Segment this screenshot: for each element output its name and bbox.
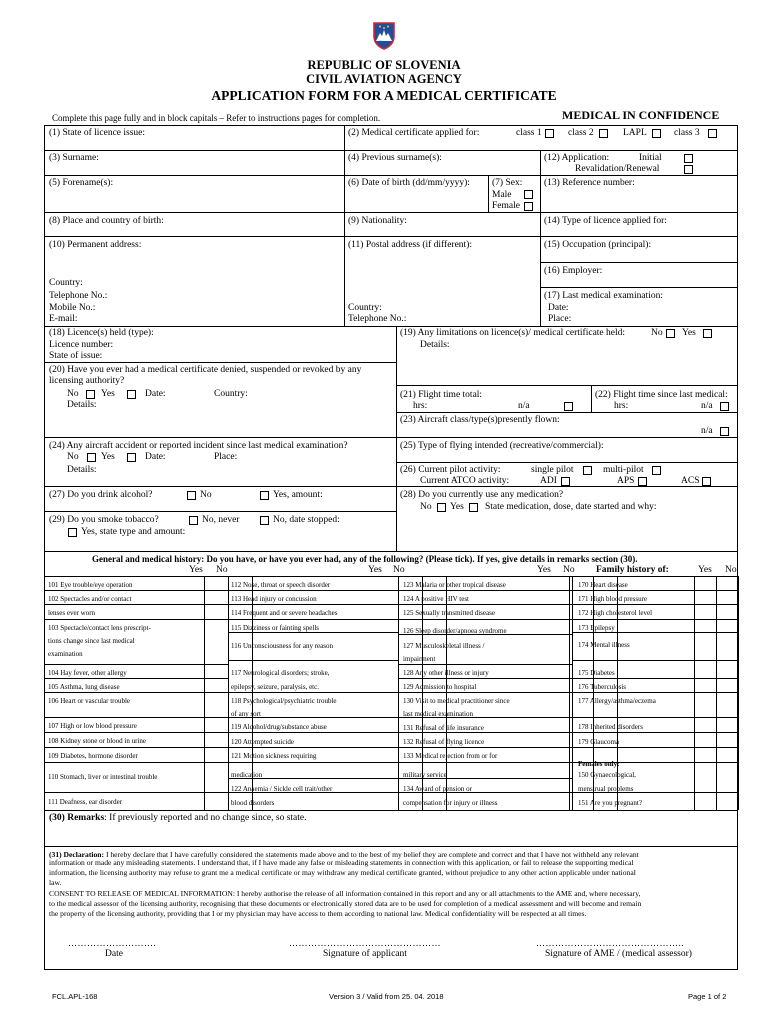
previous-surname-label: (4) Previous surname(s): bbox=[348, 153, 442, 163]
history-item-col3: 131 Refusal of life insurance bbox=[403, 724, 484, 732]
initial-checkbox[interactable] bbox=[684, 154, 693, 163]
class1-checkbox[interactable] bbox=[545, 129, 554, 138]
tobacco-never-label: No, never bbox=[202, 515, 240, 525]
history-item-col2: 117 Neurological disorders; stroke, bbox=[231, 669, 330, 677]
history-col4-no: No bbox=[725, 565, 737, 575]
flight-time-total-label: (21) Flight time total: bbox=[400, 390, 483, 400]
history-item-col2: 113 Head injury or concussion bbox=[231, 595, 317, 603]
limitations-yes-label: Yes bbox=[682, 328, 696, 338]
declaration-text3: information, the licensing authority may refuse to grant me a medical certificate or may withdraw any medical certificate granted, without prejudice to any other action applicable under national bbox=[49, 868, 636, 877]
postal-address-label: (11) Postal address (if different): bbox=[348, 240, 472, 250]
last-medical-date-label: Date: bbox=[548, 303, 569, 313]
history-item-col2: 112 Nose, throat or speech disorder bbox=[231, 581, 331, 589]
date-line[interactable]: ………………………. bbox=[68, 938, 157, 948]
class3-checkbox[interactable] bbox=[708, 129, 717, 138]
revalidation-label: Revalidation/Renewal bbox=[575, 164, 660, 174]
acs-label: ACS bbox=[681, 476, 700, 486]
email-label: E-mail: bbox=[49, 314, 78, 324]
accident-yes-checkbox[interactable] bbox=[127, 453, 136, 462]
postal-country-label: Country: bbox=[348, 303, 382, 313]
history-item-col3: 130 Visit to medical practitioner since bbox=[403, 697, 510, 705]
history-col2-yes: Yes bbox=[368, 565, 382, 575]
history-item-col2: of any sort bbox=[231, 710, 261, 718]
history-item-col4: 170 Heart disease bbox=[578, 581, 628, 589]
adi-checkbox[interactable] bbox=[561, 477, 570, 486]
history-item-col2: 115 Dizziness or fainting spells bbox=[231, 624, 320, 632]
history-item-col4: 151 Are you pregnant? bbox=[578, 799, 642, 807]
history-title: General and medical history: Do you have, or have you ever had, any of the following? (Please tick). If yes, give details in remarks section (30). bbox=[92, 554, 638, 564]
history-item-col1: 110 Stomach, liver or intestinal trouble bbox=[48, 773, 158, 781]
licence-type-label: (14) Type of licence applied for: bbox=[544, 216, 667, 226]
state-of-licence-label: (1) State of licence issue: bbox=[49, 128, 146, 138]
declaration-text1: I hereby declare that I have carefully considered the statements made above and to the best of my belief they are complete and correct and that I have not withheld any relevant bbox=[105, 850, 639, 859]
sex-label: (7) Sex: bbox=[492, 178, 523, 188]
remarks-instruction: : If previously reported and no change since, so state. bbox=[104, 813, 307, 823]
aps-checkbox[interactable] bbox=[638, 477, 647, 486]
history-item-col4: 174 Mental illness bbox=[578, 641, 630, 649]
accident-no-label: No bbox=[67, 452, 79, 462]
family-history-label: Family history of: bbox=[596, 565, 669, 575]
history-item-col3: military service bbox=[403, 771, 447, 779]
history-item-col4: 173 Epilepsy bbox=[578, 624, 615, 632]
history-item-col3: 133 Medical rejection from or for bbox=[403, 752, 498, 760]
aps-label: APS bbox=[617, 476, 635, 486]
certificate-applied-label: (2) Medical certificate applied for: bbox=[348, 128, 480, 138]
accident-details-label: Details: bbox=[67, 465, 97, 475]
history-item-col3: 123 Malaria or other tropical disease bbox=[403, 581, 506, 589]
alcohol-yes-label: Yes, amount: bbox=[273, 490, 323, 500]
accident-date-label: Date: bbox=[145, 452, 166, 462]
history-item-col3: 128 Any other illness or injury bbox=[403, 669, 489, 677]
history-item-col1: 108 Kidney stone or blood in urine bbox=[48, 737, 146, 745]
single-pilot-label: single pilot bbox=[531, 465, 574, 475]
adi-label: ADI bbox=[540, 476, 557, 486]
denied-details-label: Details: bbox=[67, 400, 97, 410]
history-item-col2: 121 Motion sickness requiring bbox=[231, 752, 317, 760]
history-item-col1: 107 High or low blood pressure bbox=[48, 722, 137, 730]
female-label: Female bbox=[492, 201, 520, 211]
history-item-col3: 126 Sleep disorder/apnoea syndrome bbox=[403, 627, 507, 635]
nationality-label: (9) Nationality: bbox=[348, 216, 407, 226]
initial-label: Initial bbox=[639, 153, 662, 163]
single-pilot-checkbox[interactable] bbox=[583, 466, 592, 475]
history-item-col4: 179 Glaucoma bbox=[578, 738, 620, 746]
instructions-text: Complete this page fully and in block capitals – Refer to instructions pages for completion. bbox=[52, 113, 381, 123]
medication-yes-label: Yes bbox=[450, 502, 464, 512]
state-of-issue-label: State of issue: bbox=[49, 351, 103, 361]
history-item-col3: compensation for injury or illness bbox=[403, 799, 498, 807]
remarks-label: (30) Remarks bbox=[49, 813, 105, 823]
class2-label: class 2 bbox=[568, 128, 594, 138]
class2-checkbox[interactable] bbox=[599, 129, 608, 138]
limitations-no-checkbox[interactable] bbox=[666, 329, 675, 338]
flight-since-na-label: n/a bbox=[701, 401, 713, 411]
applicant-signature-line[interactable]: ………………………………………… bbox=[289, 938, 441, 948]
history-item-col2: 120 Attempted suicide bbox=[231, 738, 294, 746]
aircraft-na-checkbox[interactable] bbox=[720, 427, 729, 436]
flight-time-na-label: n/a bbox=[518, 401, 530, 411]
denied-date-label: Date: bbox=[145, 389, 166, 399]
country-label: Country: bbox=[49, 278, 83, 288]
certificate-denied-question-cont: licensing authority? bbox=[49, 376, 125, 386]
history-item-col1: examination bbox=[48, 650, 83, 658]
limitations-no-label: No bbox=[651, 328, 663, 338]
ame-signature-label: Signature of AME / (medical assessor) bbox=[545, 949, 692, 959]
forenames-label: (5) Forename(s): bbox=[49, 178, 114, 188]
history-item-col3: 129 Admission to hospital bbox=[403, 683, 477, 691]
medication-state-label: State medication, dose, date started and why: bbox=[485, 502, 657, 512]
history-item-col2: 122 Anaemia / Sickle cell trait/other bbox=[231, 785, 333, 793]
alcohol-no-label: No bbox=[200, 490, 212, 500]
acs-checkbox[interactable] bbox=[702, 477, 711, 486]
pilot-activity-label: (26) Current pilot activity: bbox=[400, 465, 501, 475]
history-col4-yes: Yes bbox=[698, 565, 712, 575]
reference-number-label: (13) Reference number: bbox=[544, 178, 635, 188]
declaration-text2: information or made any misleading statements. I understand that, if I have made any false or misleading statements in connection with this application, or fail to release the supporting medical bbox=[49, 858, 634, 867]
history-item-col3: 124 A positive HIV test bbox=[403, 595, 469, 603]
class3-label: class 3 bbox=[674, 128, 700, 138]
last-medical-label: (17) Last medical examination: bbox=[544, 291, 663, 301]
declaration-label: (31) Declaration: bbox=[49, 850, 105, 859]
slovenia-coat-of-arms-icon bbox=[372, 22, 396, 50]
history-item-col4: 175 Diabetes bbox=[578, 669, 615, 677]
accident-no-checkbox[interactable] bbox=[87, 453, 96, 462]
ame-signature-line[interactable]: ……………………………………….. bbox=[536, 938, 684, 948]
history-item-col3: 132 Refusal of flying licence bbox=[403, 738, 485, 746]
history-item-col4: 171 High blood pressure bbox=[578, 595, 648, 603]
denied-no-label: No bbox=[67, 389, 79, 399]
history-col3-yes: Yes bbox=[537, 565, 551, 575]
last-medical-place-label: Place: bbox=[548, 314, 572, 324]
applicant-signature-label: Signature of applicant bbox=[323, 949, 407, 959]
flight-since-hrs-label: hrs: bbox=[614, 401, 629, 411]
medication-yes-checkbox[interactable] bbox=[469, 503, 478, 512]
flight-time-na-checkbox[interactable] bbox=[564, 402, 573, 411]
permanent-address-label: (10) Permanent address: bbox=[49, 240, 142, 250]
employer-label: (16) Employer: bbox=[544, 266, 603, 276]
consent-text1: CONSENT TO RELEASE OF MEDICAL INFORMATION: I hereby authorise the release of all information contained in this report and any or all attachments to the AME and, where necessary, bbox=[49, 889, 641, 898]
limitations-label: (19) Any limitations on licence(s)/ medical certificate held: bbox=[400, 328, 626, 338]
history-item-col1: 109 Diabetes, hormone disorder bbox=[48, 752, 138, 760]
history-col3-no: No bbox=[563, 565, 575, 575]
denied-country-label: Country: bbox=[214, 389, 248, 399]
history-item-col1: 101 Eye trouble/eye operation bbox=[48, 581, 133, 589]
accident-question: (24) Any aircraft accident or reported incident since last medical examination? bbox=[49, 441, 348, 451]
male-checkbox[interactable] bbox=[524, 190, 533, 199]
revalidation-checkbox[interactable] bbox=[684, 165, 693, 174]
history-item-col3: 125 Sexually transmitted disease bbox=[403, 609, 495, 617]
denied-yes-checkbox[interactable] bbox=[127, 390, 136, 399]
denied-yes-label: Yes bbox=[101, 389, 115, 399]
history-item-col3: last medical examination bbox=[403, 710, 473, 718]
version-text: Version 3 / Valid from 25. 04. 2018 bbox=[329, 992, 444, 1001]
date-label: Date bbox=[105, 949, 123, 959]
declaration-text4: law. bbox=[49, 878, 62, 887]
tobacco-question: (29) Do you smoke tobacco? bbox=[49, 515, 159, 525]
form-frame bbox=[44, 125, 738, 970]
history-item-col1: 105 Asthma, lung disease bbox=[48, 683, 120, 691]
atco-activity-label: Current ATCO activity: bbox=[420, 476, 510, 486]
tobacco-yes-checkbox[interactable] bbox=[68, 528, 77, 537]
history-item-col3: impairment bbox=[403, 655, 436, 663]
multi-pilot-checkbox[interactable] bbox=[652, 466, 661, 475]
accident-place-label: Place: bbox=[214, 452, 238, 462]
flight-since-na-checkbox[interactable] bbox=[720, 402, 729, 411]
history-item-col1: lenses ever worn bbox=[48, 609, 96, 617]
history-item-col2: blood disorders bbox=[231, 799, 275, 807]
consent-text2: to the medical assessor of the licensing authority, recognising that these documents or electronically stored data are to be used for completion of a medical assessment and will become and remain bbox=[49, 899, 642, 908]
history-item-col2: 116 Unconsciousness for any reason bbox=[231, 642, 333, 650]
mobile-label: Mobile No.: bbox=[49, 303, 96, 313]
surname-label: (3) Surname: bbox=[49, 153, 99, 163]
history-item-col2: medication bbox=[231, 771, 263, 779]
history-item-col4: 176 Tuberculosis bbox=[578, 683, 627, 691]
history-item-col4: 178 Inherited disorders bbox=[578, 723, 643, 731]
history-item-col4: 172 High cholesterol level bbox=[578, 609, 653, 617]
medication-no-checkbox[interactable] bbox=[437, 503, 446, 512]
history-item-col1: 102 Spectacles and/or contact bbox=[48, 595, 132, 603]
occupation-label: (15) Occupation (principal): bbox=[544, 240, 652, 250]
lapl-label: LAPL bbox=[623, 128, 647, 138]
tobacco-stopped-label: No, date stopped: bbox=[273, 515, 340, 525]
limitations-details-label: Details: bbox=[420, 340, 450, 350]
history-col1-no: No bbox=[216, 565, 228, 575]
page-title: APPLICATION FORM FOR A MEDICAL CERTIFICATE bbox=[211, 88, 557, 103]
licence-number-label: Licence number: bbox=[49, 340, 114, 350]
limitations-yes-checkbox[interactable] bbox=[703, 329, 712, 338]
history-col1-yes: Yes bbox=[189, 565, 203, 575]
header-country: REPUBLIC OF SLOVENIA bbox=[307, 58, 461, 72]
postal-telephone-label: Telephone No.: bbox=[348, 314, 407, 324]
history-item-col1: 106 Heart or vascular trouble bbox=[48, 697, 131, 705]
history-item-col4: Females only: bbox=[578, 760, 620, 768]
telephone-label: Telephone No.: bbox=[49, 291, 108, 301]
class1-label: class 1 bbox=[516, 128, 542, 138]
date-of-birth-label: (6) Date of birth (dd/mm/yyyy): bbox=[348, 178, 470, 188]
aircraft-na-label: n/a bbox=[701, 426, 713, 436]
flying-intended-label: (25) Type of flying intended (recreative/commercial): bbox=[400, 441, 604, 451]
history-item-col1: tions change since last medical bbox=[48, 637, 135, 645]
licences-held-label: (18) Licence(s) held (type): bbox=[49, 328, 154, 338]
male-label: Male bbox=[492, 190, 512, 200]
alcohol-no-checkbox[interactable] bbox=[187, 491, 196, 500]
history-item-col2: 118 Psychological/psychiatric trouble bbox=[231, 697, 337, 705]
history-item-col1: 104 Hay fever, other allergy bbox=[48, 669, 127, 677]
history-item-col3: 134 Award of pension or bbox=[403, 785, 472, 793]
tobacco-yes-label: Yes, state type and amount: bbox=[81, 527, 186, 537]
history-item-col3: 127 Musculoskeletal illness / bbox=[403, 642, 485, 650]
female-checkbox[interactable] bbox=[524, 202, 533, 211]
history-item-col1: 111 Deafness, ear disorder bbox=[48, 798, 123, 806]
history-item-col1: 103 Spectacle/contact lens prescript- bbox=[48, 624, 151, 632]
lapl-checkbox[interactable] bbox=[652, 129, 661, 138]
medication-question: (28) Do you currently use any medication? bbox=[400, 490, 564, 500]
place-of-birth-label: (8) Place and country of birth: bbox=[49, 216, 164, 226]
alcohol-yes-checkbox[interactable] bbox=[260, 491, 269, 500]
flight-time-hrs-label: hrs: bbox=[413, 401, 428, 411]
medication-no-label: No bbox=[420, 502, 432, 512]
history-item-col4: menstrual problems bbox=[578, 785, 634, 793]
aircraft-class-label: (23) Aircraft class/type(s)presently flown: bbox=[400, 415, 560, 425]
remarks-section bbox=[49, 813, 306, 824]
tobacco-never-checkbox[interactable] bbox=[189, 516, 198, 525]
flight-since-medical-label: (22) Flight time since last medical: bbox=[595, 390, 728, 400]
tobacco-stopped-checkbox[interactable] bbox=[260, 516, 269, 525]
accident-yes-label: Yes bbox=[101, 452, 115, 462]
history-item-col4: 150 Gynaecological, bbox=[578, 771, 636, 779]
form-code: FCL.APL-168 bbox=[52, 992, 98, 1001]
denied-no-checkbox[interactable] bbox=[86, 390, 95, 399]
history-item-col4: 177 Allergy/asthma/eczema bbox=[578, 697, 656, 705]
consent-text3: the property of the licensing authority, providing that I or my physician may have access to them according to national law. Medical confidentiality will be respected at all times. bbox=[49, 909, 587, 918]
multi-pilot-label: multi-pilot bbox=[603, 465, 644, 475]
history-col2-no: No bbox=[393, 565, 405, 575]
application-label: (12) Application: bbox=[544, 153, 610, 163]
confidential-label: MEDICAL IN CONFIDENCE bbox=[562, 108, 720, 122]
page-number: Page 1 of 2 bbox=[688, 992, 727, 1001]
history-item-col2: 114 Frequent and or severe headaches bbox=[231, 609, 338, 617]
history-item-col2: epilepsy, seizure, paralysis, etc. bbox=[231, 683, 319, 691]
history-item-col2: 119 Alcohol/drug/substance abuse bbox=[231, 723, 327, 731]
header-agency: CIVIL AVIATION AGENCY bbox=[306, 72, 462, 86]
alcohol-question: (27) Do you drink alcohol? bbox=[49, 490, 153, 500]
certificate-denied-question: (20) Have you ever had a medical certificate denied, suspended or revoked by any bbox=[49, 365, 362, 375]
